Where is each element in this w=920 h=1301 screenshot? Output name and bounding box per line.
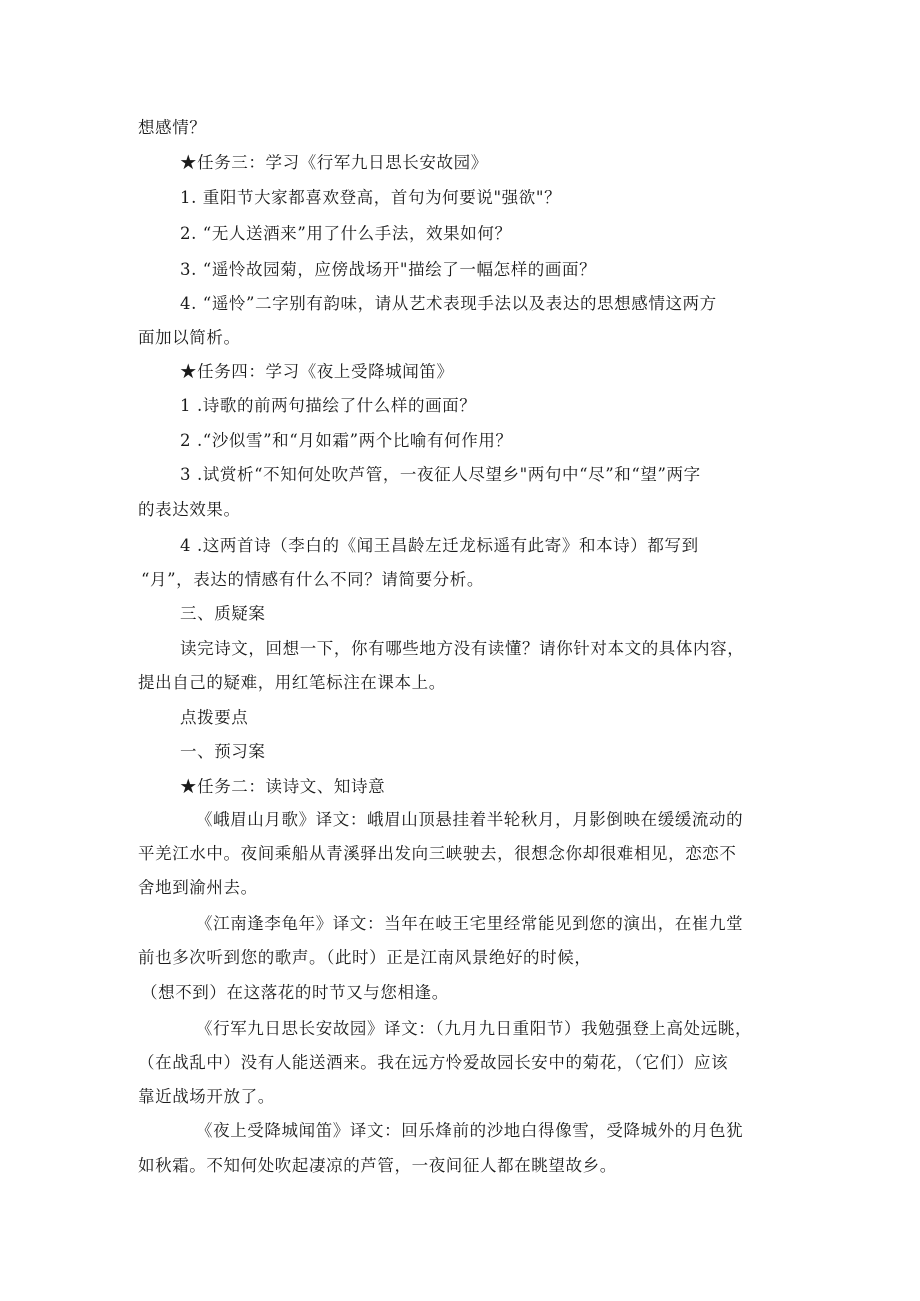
text-line: 面加以简析。 (138, 328, 241, 347)
question-item: 4 .这两首诗（李白的《闻王昌龄左迁龙标遥有此寄》和本诗）都写到 (180, 536, 699, 555)
translation-line: 如秋霜。不知何处吹起凄凉的芦管，一夜间征人都在眺望故乡。 (138, 1156, 617, 1175)
question-item: 2. “无人送酒来”用了什么手法，效果如何？ (180, 224, 512, 243)
translation-line: 《行军九日思长安故园》译文：（九月九日重阳节）我勉强登上高处远眺， (196, 1019, 753, 1038)
task-heading: ★任务三：学习《行军九日思长安故园》 (180, 153, 488, 172)
question-item: 3 .试赏析“不知何处吹芦管，一夜征人尽望乡"两句中“尽”和“望”两字 (180, 465, 701, 484)
text-line: “月”，表达的情感有什么不同？请简要分析。 (141, 570, 484, 589)
translation-line: 《峨眉山月歌》译文：峨眉山顶悬挂着半轮秋月，月影倒映在缓缓流动的 (196, 810, 744, 829)
translation-line: （在战乱中）没有人能送酒来。我在远方怜爱故园长安中的菊花，（它们）应该 (138, 1053, 729, 1072)
task-heading: ★任务四：学习《夜上受降城闻笛》 (180, 362, 454, 381)
section-heading: 三、质疑案 (180, 604, 266, 623)
translation-line: 平羌江水中。夜间乘船从青溪驿出发向三峡驶去，很想念你却很难相见，恋恋不 (138, 844, 737, 863)
text-line: 的表达效果。 (138, 500, 241, 519)
translation-line: 舍地到渝州去。 (138, 878, 258, 897)
paragraph-line: 读完诗文，回想一下，你有哪些地方没有读懂？请你针对本文的具体内容， (180, 639, 745, 658)
translation-line: 前也多次听到您的歌声。（此时）正是江南风景绝好的时候， (138, 948, 592, 967)
paragraph-line: 提出自己的疑难，用红笔标注在课本上。 (138, 673, 446, 692)
question-item: 4. “遥怜”二字别有韵味，请从艺术表现手法以及表达的思想感情这两方 (180, 294, 717, 313)
question-item: 1 .诗歌的前两句描绘了什么样的画面？ (180, 396, 477, 415)
translation-line: 靠近战场开放了。 (138, 1087, 275, 1106)
section-heading: 一、预习案 (180, 742, 266, 761)
section-heading: 点拨要点 (180, 708, 249, 727)
question-item: 2 .“沙似雪”和“月如霜”两个比喻有何作用？ (180, 431, 513, 450)
translation-line: 《夜上受降城闻笛》译文：回乐烽前的沙地白得像雪，受降城外的月色犹 (196, 1121, 744, 1140)
translation-line: 《江南逢李龟年》译文：当年在岐王宅里经常能见到您的演出，在崔九堂 (196, 914, 744, 933)
task-heading: ★任务二：读诗文、知诗意 (180, 777, 386, 796)
question-item: 3. “遥怜故园菊，应傍战场开"描绘了一幅怎样的画面？ (180, 260, 597, 279)
text-line: 想感情？ (138, 118, 207, 137)
question-item: 1. 重阳节大家都喜欢登高，首句为何要说"强欲"？ (180, 188, 562, 207)
translation-line: （想不到）在这落花的时节又与您相逢。 (141, 983, 449, 1002)
